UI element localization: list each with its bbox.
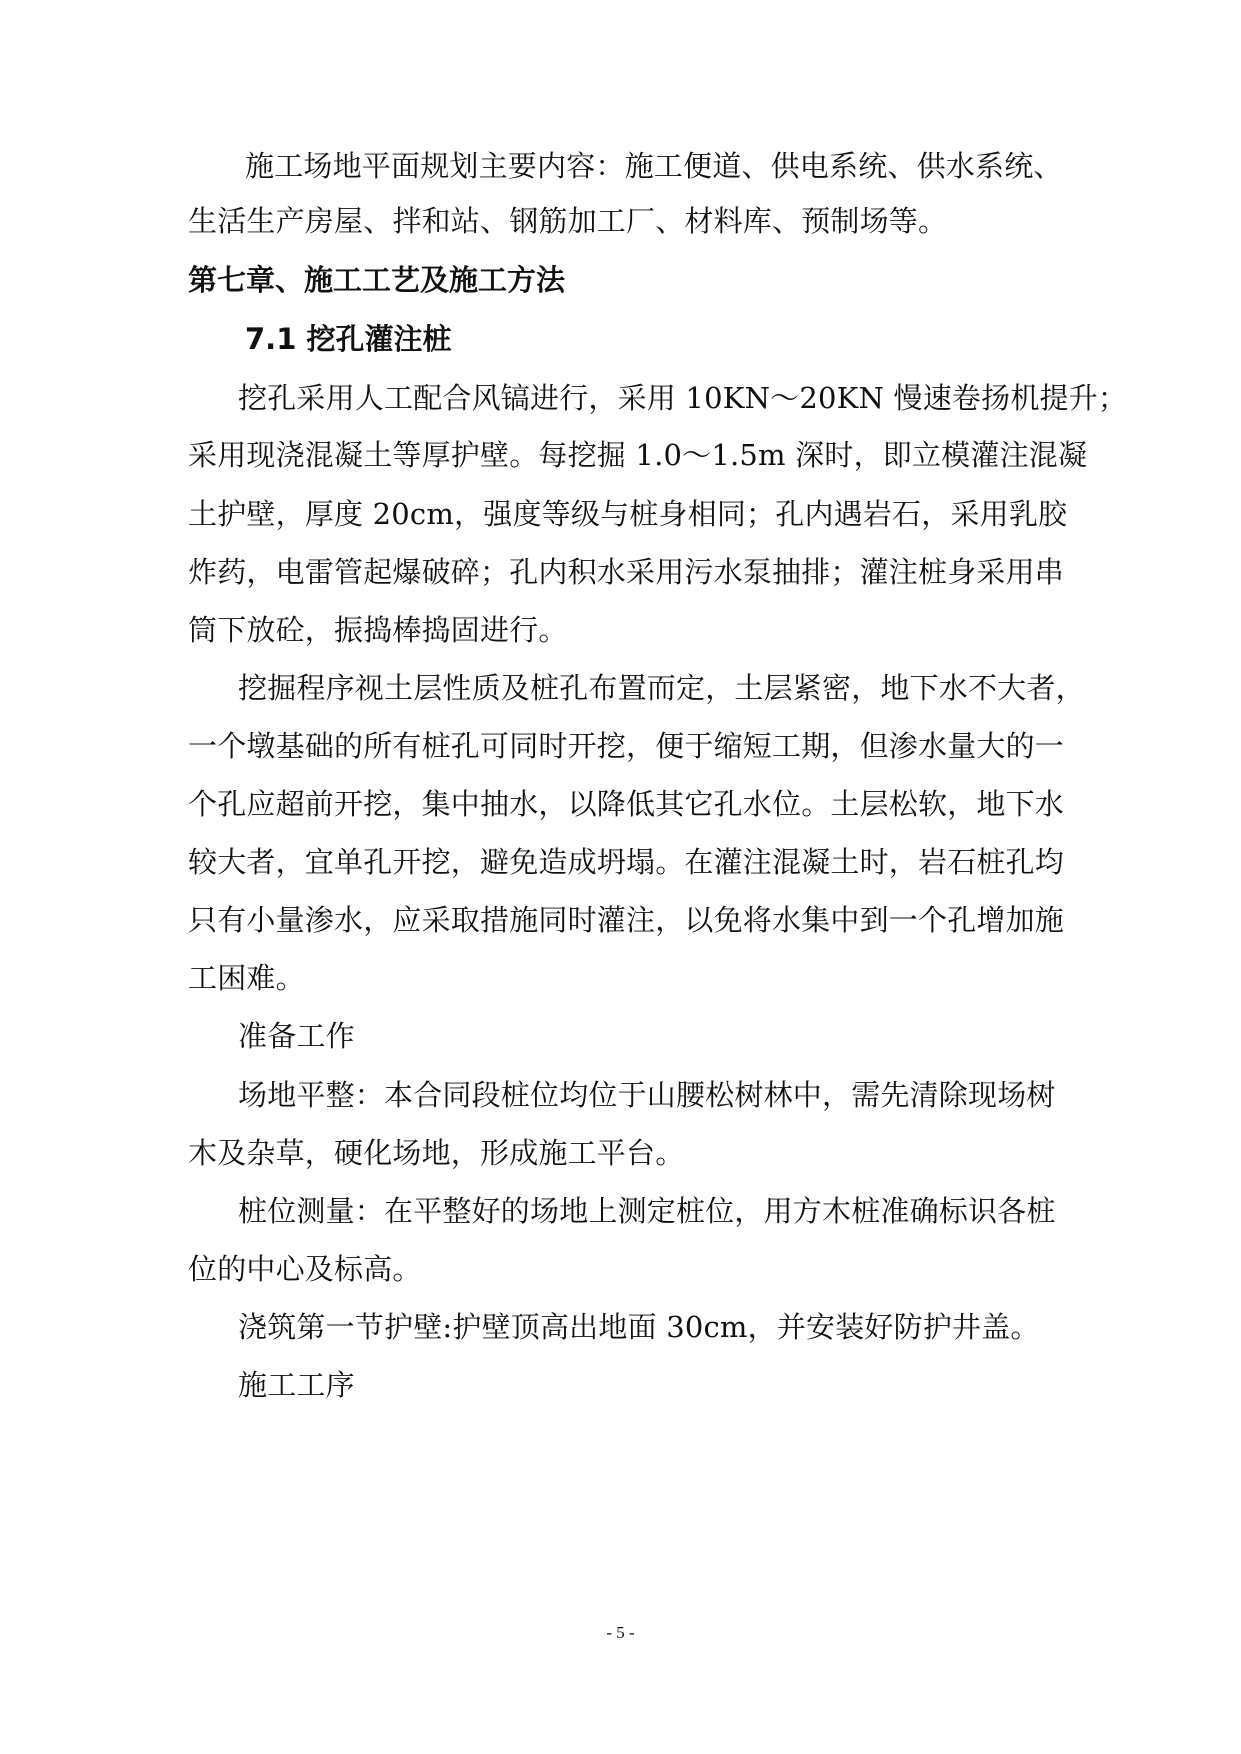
paragraph-line: 筒下放砼，振捣棒捣固进行。 xyxy=(188,613,568,647)
paragraph-line: 只有小量渗水，应采取措施同时灌注，以免将水集中到一个孔增加施 xyxy=(188,903,1065,937)
page-number: - 5 - xyxy=(606,1623,635,1642)
paragraph-line: 场地平整：本合同段桩位均位于山腰松树林中，需先清除现场树 xyxy=(238,1078,1056,1112)
paragraph-line: 土护壁，厚度 20cm，强度等级与桩身相同；孔内遇岩石，采用乳胶 xyxy=(188,497,1068,531)
paragraph-line: 一个墩基础的所有桩孔可同时开挖，便于缩短工期，但渗水量大的一 xyxy=(188,729,1065,763)
paragraph-line: 桩位测量：在平整好的场地上测定桩位，用方木桩准确标识各桩 xyxy=(238,1194,1056,1228)
paragraph-line: 施工场地平面规划主要内容：施工便道、供电系统、供水系统、 xyxy=(245,149,1063,183)
section-heading: 7.1 挖孔灌注桩 xyxy=(245,322,452,356)
paragraph-line: 较大者，宜单孔开挖，避免造成坍塌。在灌注混凝土时，岩石桩孔均 xyxy=(188,845,1065,879)
paragraph-line: 挖孔采用人工配合风镐进行，采用 10KN～20KN 慢速卷扬机提升； xyxy=(238,381,1128,415)
paragraph-line: 工困难。 xyxy=(188,961,305,995)
chapter-heading: 第七章、施工工艺及施工方法 xyxy=(188,263,566,297)
paragraph-line: 采用现浇混凝土等厚护壁。每挖掘 1.0～1.5m 深时，即立模灌注混凝 xyxy=(188,438,1088,472)
paragraph-line: 施工工序 xyxy=(238,1368,355,1402)
paragraph-line: 挖掘程序视土层性质及桩孔布置而定，土层紧密，地下水不大者， xyxy=(238,671,1085,705)
paragraph-line: 木及杂草，硬化场地，形成施工平台。 xyxy=(188,1136,685,1170)
paragraph-line: 个孔应超前开挖，集中抽水，以降低其它孔水位。土层松软，地下水 xyxy=(188,787,1065,821)
paragraph-line: 生活生产房屋、拌和站、钢筋加工厂、材料库、预制场等。 xyxy=(188,204,948,238)
paragraph-line: 位的中心及标高。 xyxy=(188,1252,422,1286)
paragraph-line: 浇筑第一节护壁:护壁顶高出地面 30cm，并安装好防护井盖。 xyxy=(238,1310,1040,1344)
paragraph-line: 炸药，电雷管起爆破碎；孔内积水采用污水泵抽排；灌注桩身采用串 xyxy=(188,555,1065,589)
paragraph-line: 准备工作 xyxy=(238,1019,355,1053)
